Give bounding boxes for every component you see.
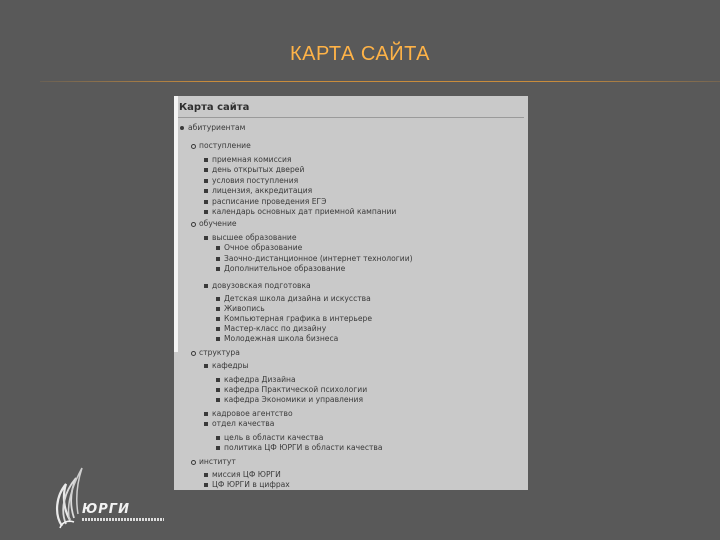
sitemap-link[interactable]: кафедра Дизайна (224, 375, 296, 384)
bullet-square-icon (204, 210, 208, 214)
bullet-circle-icon (191, 351, 196, 356)
bullet-square-icon (216, 257, 220, 261)
sitemap-link[interactable]: Мастер-класс по дизайну (224, 324, 327, 333)
bullet-square-icon (204, 179, 208, 183)
sitemap-link[interactable]: Молодежная школа бизнеса (224, 334, 339, 343)
sitemap-link[interactable]: Очное образование (224, 243, 303, 252)
sitemap-link[interactable]: довузовская подготовка (212, 281, 311, 290)
bullet-square-icon (216, 436, 220, 440)
sitemap-link[interactable]: структура (199, 348, 240, 357)
bullet-circle-icon (191, 460, 196, 465)
bullet-square-icon (204, 189, 208, 193)
sitemap-link[interactable]: Компьютерная графика в интерьере (224, 314, 373, 323)
bullet-square-icon (216, 327, 220, 331)
sitemap-link[interactable]: кафедра Экономики и управления (224, 395, 364, 404)
sitemap-link[interactable]: поступление (199, 141, 251, 150)
sitemap-link[interactable]: расписание проведения ЕГЭ (212, 197, 327, 206)
sitemap-link[interactable]: кафедра Практической психологии (224, 385, 368, 394)
sitemap-tree (174, 96, 528, 490)
bullet-square-icon (216, 317, 220, 321)
sitemap-screenshot (174, 96, 528, 490)
sitemap-link[interactable]: институт (199, 457, 236, 466)
sitemap-link[interactable]: день открытых дверей (212, 165, 305, 174)
sitemap-link[interactable]: Заочно-дистанционное (интернет технологии) (224, 254, 413, 263)
bullet-square-icon (216, 398, 220, 402)
bullet-square-icon (216, 378, 220, 382)
sitemap-link[interactable]: кадровое агентство (212, 409, 293, 418)
bullet-square-icon (216, 388, 220, 392)
logo-tagline-graphic (82, 518, 164, 521)
title-divider (40, 81, 720, 82)
logo-wordmark: ЮРГИ (82, 502, 130, 517)
bullet-square-icon (204, 158, 208, 162)
bullet-square-icon (204, 412, 208, 416)
bullet-square-icon (216, 307, 220, 311)
sitemap-link[interactable]: обучение (199, 219, 237, 228)
sitemap-link[interactable]: Живопись (224, 304, 265, 313)
bullet-disc-icon (180, 126, 184, 130)
sitemap-link[interactable]: миссия ЦФ ЮРГИ (212, 470, 281, 479)
sitemap-link[interactable]: высшее образование (212, 233, 297, 242)
sitemap-heading: Карта сайта (179, 102, 250, 113)
bullet-square-icon (204, 236, 208, 240)
bullet-square-icon (216, 446, 220, 450)
bullet-square-icon (216, 246, 220, 250)
bullet-square-icon (204, 200, 208, 204)
sitemap-link[interactable]: отдел качества (212, 419, 275, 428)
sitemap-link[interactable]: приемная комиссия (212, 155, 292, 164)
sitemap-link[interactable]: Детская школа дизайна и искусства (224, 294, 371, 303)
bullet-circle-icon (191, 222, 196, 227)
sitemap-link[interactable]: условия поступления (212, 176, 299, 185)
sitemap-link[interactable]: календарь основных дат приемной кампании (212, 207, 397, 216)
bullet-square-icon (216, 297, 220, 301)
bullet-square-icon (204, 422, 208, 426)
sitemap-link[interactable]: политика ЦФ ЮРГИ в области качества (224, 443, 383, 452)
bullet-circle-icon (191, 144, 196, 149)
sitemap-link[interactable]: кафедры (212, 361, 249, 370)
sitemap-link[interactable]: ЦФ ЮРГИ в цифрах (212, 480, 290, 489)
company-logo (52, 462, 172, 530)
bullet-square-icon (204, 284, 208, 288)
flame-swirl-icon (52, 462, 86, 530)
sitemap-link[interactable]: Дополнительное образование (224, 264, 346, 273)
sitemap-link[interactable]: абитуриентам (188, 123, 246, 132)
bullet-square-icon (216, 267, 220, 271)
bullet-square-icon (204, 483, 208, 487)
bullet-square-icon (204, 168, 208, 172)
bullet-square-icon (204, 473, 208, 477)
sitemap-link[interactable]: цель в области качества (224, 433, 324, 442)
bullet-square-icon (216, 337, 220, 341)
sitemap-link[interactable]: лицензия, аккредитация (212, 186, 313, 195)
slide-title: КАРТА САЙТА (290, 43, 430, 65)
bullet-square-icon (204, 364, 208, 368)
